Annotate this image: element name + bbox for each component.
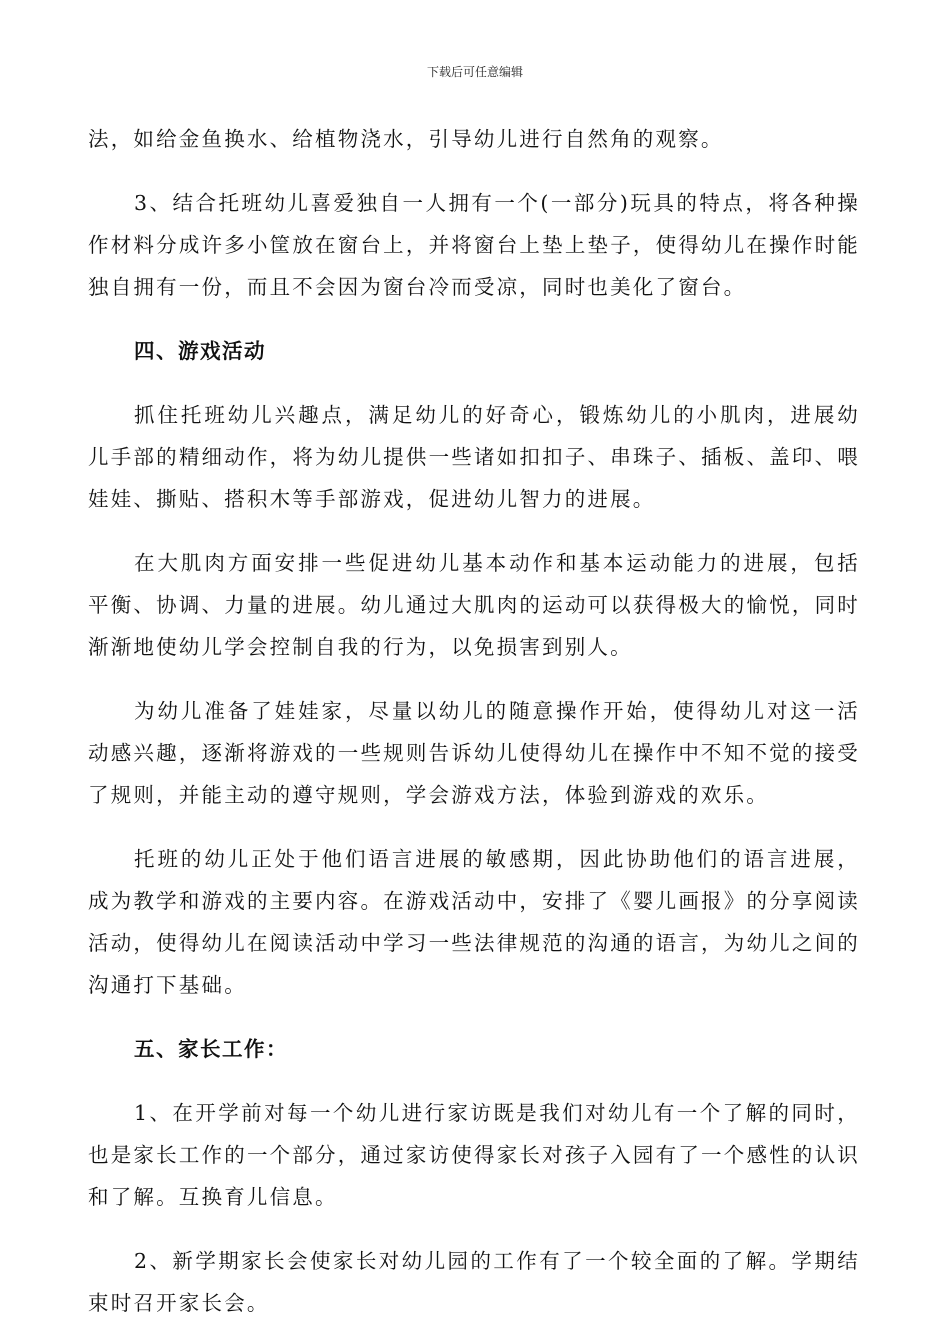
paragraph-language: 托班的幼儿正处于他们语言进展的敏感期，因此协助他们的语言进展，成为教学和游戏的主要内容。在游戏活动中，安排了《婴儿画报》的分享阅读活动，使得幼儿在阅读活动中学习一些法律规范的沟通的语言，为幼儿之间的沟通打下基础。 (88, 847, 860, 997)
document-body (88, 118, 860, 1324)
paragraph-gross-motor: 在大肌肉方面安排一些促进幼儿基本动作和基本运动能力的进展，包括平衡、协调、力量的进展。幼儿通过大肌肉的运动可以获得极大的愉悦，同时渐渐地使幼儿学会控制自我的行为，以免损害到别人。 (88, 551, 860, 659)
section-heading-parents: 五、家长工作： (134, 1037, 288, 1061)
paragraph-home-visit: 1、在开学前对每一个幼儿进行家访既是我们对幼儿有一个了解的同时，也是家长工作的一个部分，通过家访使得家长对孩子入园有了一个感性的认识和了解。互换育儿信息。 (88, 1101, 860, 1209)
section-heading-games: 四、游戏活动 (134, 339, 266, 363)
paragraph-fine-motor: 抓住托班幼儿兴趣点，满足幼儿的好奇心，锻炼幼儿的小肌肉，进展幼儿手部的精细动作，将为幼儿提供一些诸如扣扣子、串珠子、插板、盖印、喂娃娃、撕贴、搭积木等手部游戏，促进幼儿智力的进展。 (88, 403, 860, 511)
header-note: 下载后可任意编辑 (426, 65, 523, 79)
paragraph-continuation: 法，如给金鱼换水、给植物浇水，引导幼儿进行自然角的观察。 (88, 127, 724, 151)
paragraph-doll-house: 为幼儿准备了娃娃家，尽量以幼儿的随意操作开始，使得幼儿对这一活动感兴趣，逐渐将游戏的一些规则告诉幼儿使得幼儿在操作中不知不觉的接受了规则，并能主动的遵守规则，学会游戏方法，体验到游戏的欢乐。 (88, 699, 860, 807)
paragraph-parent-meeting: 2、新学期家长会使家长对幼儿园的工作有了一个较全面的了解。学期结束时召开家长会。 (88, 1249, 860, 1315)
paragraph-window-materials: 3、结合托班幼儿喜爱独自一人拥有一个(一部分)玩具的特点，将各种操作材料分成许多小筐放在窗台上，并将窗台上垫上垫子，使得幼儿在操作时能独自拥有一份，而且不会因为窗台冷而受凉，同时也美化了窗台。 (88, 191, 860, 299)
